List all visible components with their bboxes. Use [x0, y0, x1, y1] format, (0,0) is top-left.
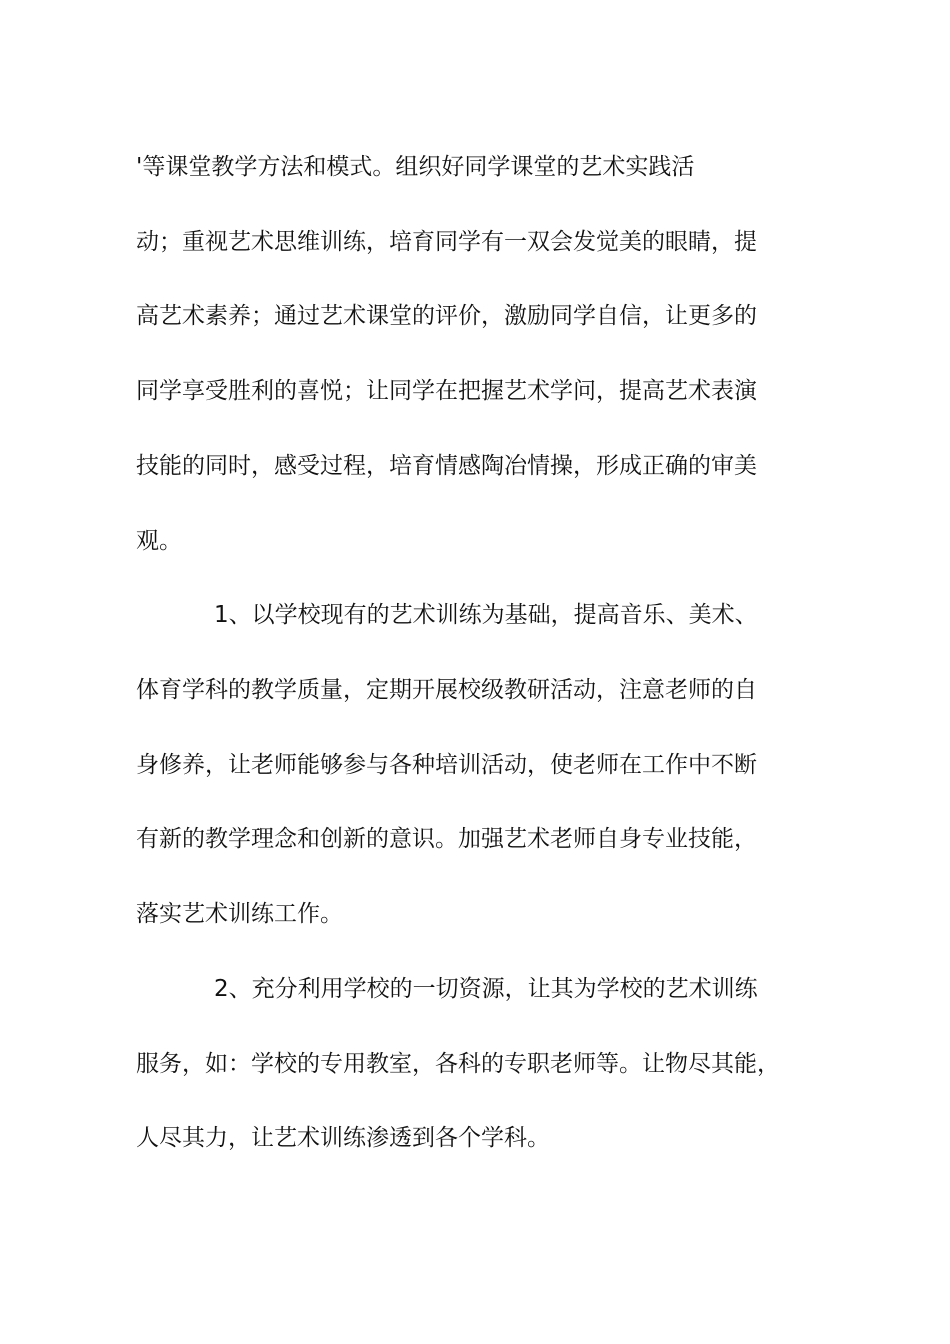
text-line: 高艺术素养；通过艺术课堂的评价，激励同学自信，让更多的 [136, 303, 757, 329]
text-line: 技能的同时，感受过程，培育情感陶冶情操，形成正确的审美 [136, 453, 757, 479]
text-line: 服务，如：学校的专用教室，各科的专职老师等。让物尽其能， [136, 1051, 780, 1077]
text-line: 同学享受胜利的喜悦；让同学在把握艺术学问，提高艺术表演 [136, 378, 757, 404]
text-line: 有新的教学理念和创新的意识。加强艺术老师自身专业技能， [136, 826, 757, 852]
paragraph-first-line: 1、以学校现有的艺术训练为基础，提高音乐、美术、 [214, 602, 758, 628]
text-line: 人尽其力，让艺术训练渗透到各个学科。 [136, 1125, 550, 1151]
text-line: 体育学科的教学质量，定期开展校级教研活动，注意老师的自 [136, 677, 757, 703]
text-line: 动；重视艺术思维训练，培育同学有一双会发觉美的眼睛，提 [136, 229, 757, 255]
paragraph-first-line: 2、充分利用学校的一切资源，让其为学校的艺术训练 [214, 976, 758, 1002]
text-line: 落实艺术训练工作。 [136, 901, 343, 927]
text-line: 观。 [136, 528, 182, 554]
text-line: 身修养，让老师能够参与各种培训活动，使老师在工作中不断 [136, 752, 757, 778]
text-line: '等课堂教学方法和模式。组织好同学课堂的艺术实践活 [136, 154, 695, 180]
